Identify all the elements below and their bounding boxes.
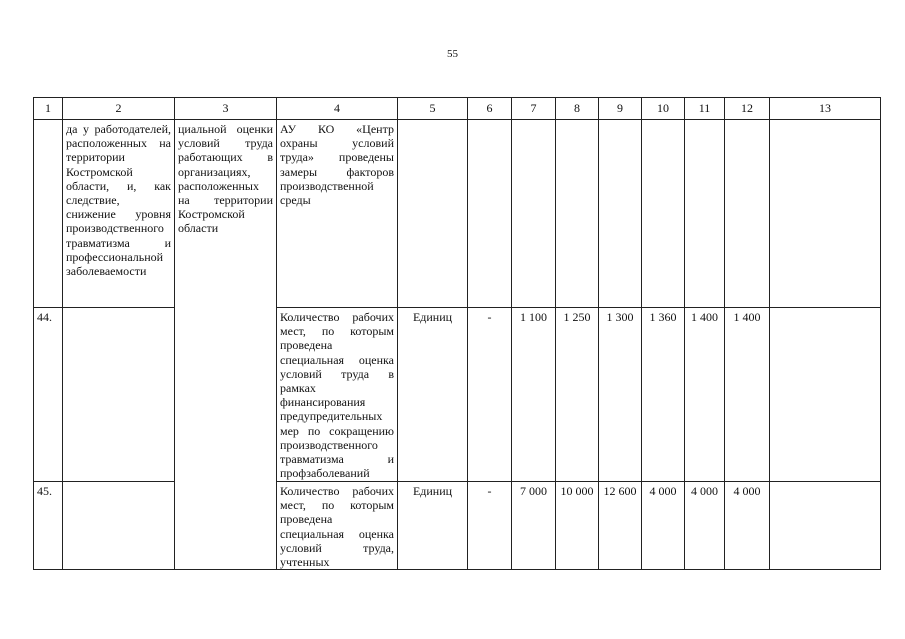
unit-cell <box>398 120 468 308</box>
goal-text-cell <box>63 482 175 570</box>
indicator-text-cell: Количество рабочих мест, по которым проведена специальная оценка условий труда в рамках финансирования предупредительных мер по сокращению производственного травматизма и профзаболеваний <box>277 308 398 482</box>
value-cell: 1 400 <box>685 308 725 482</box>
value-cell <box>725 120 770 308</box>
unit-cell: Единиц <box>398 308 468 482</box>
value-cell: 4 000 <box>685 482 725 570</box>
table-row <box>34 308 881 482</box>
value-cell: 1 250 <box>556 308 599 482</box>
value-cell <box>512 120 556 308</box>
value-cell <box>685 120 725 308</box>
row-number-cell <box>34 120 63 308</box>
value-cell: 10 000 <box>556 482 599 570</box>
goal-text-cell: да у работодателей, расположенных на территории Костромской области, и, как следствие, снижение уровня производственного травматизма и профессиональной заболеваемости <box>63 120 175 308</box>
header-cell: 6 <box>468 98 512 120</box>
result-text-cell: АУ КО «Центр охраны условий труда» проведены замеры факторов производственной среды <box>277 120 398 308</box>
header-cell: 12 <box>725 98 770 120</box>
header-cell: 13 <box>770 98 881 120</box>
value-cell <box>556 120 599 308</box>
value-cell: - <box>468 308 512 482</box>
page-number: 55 <box>447 48 458 60</box>
value-cell: 12 600 <box>599 482 642 570</box>
header-cell: 9 <box>599 98 642 120</box>
row-number-cell: 44. <box>34 308 63 482</box>
value-cell: 4 000 <box>642 482 685 570</box>
table-header-row <box>34 98 881 120</box>
value-cell: 7 000 <box>512 482 556 570</box>
header-cell: 11 <box>685 98 725 120</box>
value-cell: 1 360 <box>642 308 685 482</box>
task-text: циальной оценки условий труда работающих в организациях, расположенных на территории Костромской области <box>178 122 273 236</box>
table-row <box>34 482 881 570</box>
value-cell: 1 400 <box>725 308 770 482</box>
note-cell <box>770 120 881 308</box>
header-cell: 5 <box>398 98 468 120</box>
note-cell <box>770 482 881 570</box>
value-cell: 1 300 <box>599 308 642 482</box>
header-cell: 7 <box>512 98 556 120</box>
indicator-text-cell: Количество рабочих мест, по которым проведена специальная оценка условий труда, учтенных <box>277 482 398 570</box>
header-cell: 1 <box>34 98 63 120</box>
value-cell: - <box>468 482 512 570</box>
value-cell <box>642 120 685 308</box>
row-number-cell: 45. <box>34 482 63 570</box>
value-cell: 4 000 <box>725 482 770 570</box>
value-cell <box>468 120 512 308</box>
header-cell: 3 <box>175 98 277 120</box>
header-cell: 8 <box>556 98 599 120</box>
unit-cell: Единиц <box>398 482 468 570</box>
header-cell: 4 <box>277 98 398 120</box>
value-cell: 1 100 <box>512 308 556 482</box>
header-cell: 2 <box>63 98 175 120</box>
value-cell <box>599 120 642 308</box>
program-indicators-table <box>33 97 881 570</box>
table-row-continuation <box>34 120 881 308</box>
goal-text-cell <box>63 308 175 482</box>
header-cell: 10 <box>642 98 685 120</box>
task-text-cell <box>175 120 277 570</box>
note-cell <box>770 308 881 482</box>
